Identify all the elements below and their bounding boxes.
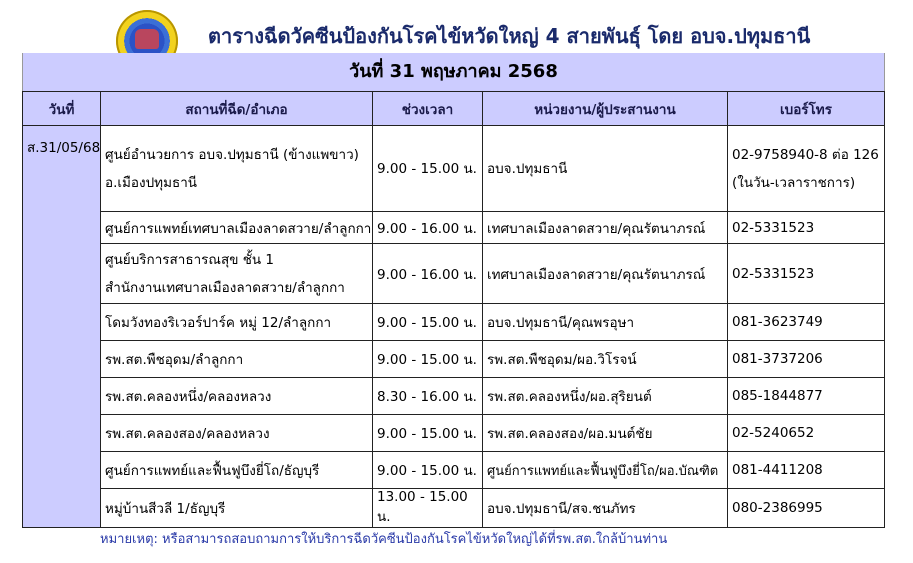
phone-cell: 081-3623749 xyxy=(728,304,885,341)
place-cell: ศูนย์การแพทย์เทศบาลเมืองลาดสวาย/ลำลูกกา xyxy=(101,212,373,244)
table-row xyxy=(23,341,885,378)
agency-cell xyxy=(483,126,728,212)
column-header-time: ช่วงเวลา xyxy=(373,92,483,126)
agency-cell: รพ.สต.คลองหนึ่ง/ผอ.สุริยนต์ xyxy=(483,378,728,415)
time-cell: 9.00 - 15.00 น. xyxy=(373,415,483,452)
phone-cell: 080-2386995 xyxy=(728,489,885,528)
agency-cell: เทศบาลเมืองลาดสวาย/คุณรัตนาภรณ์ xyxy=(483,212,728,244)
agency-cell: รพ.สต.พืชอุดม/ผอ.วิโรจน์ xyxy=(483,341,728,378)
place-cell: รพ.สต.คลองสอง/คลองหลวง xyxy=(101,415,373,452)
footnote: หมายเหตุ: หรือสามารถสอบถามการให้บริการฉีดวัคซีนป้องกันโรคไข้หวัดใหญ่ได้ที่รพ.สต.ใกล้บ้านท่าน xyxy=(100,532,668,547)
place-cell: รพ.สต.คลองหนึ่ง/คลองหลวง xyxy=(101,378,373,415)
table-header-row xyxy=(23,92,885,126)
table-row xyxy=(23,212,885,244)
time-cell: 9.00 - 15.00 น. xyxy=(373,304,483,341)
place-cell: หมู่บ้านสีวลี 1/ธัญบุรี xyxy=(101,489,373,528)
column-header-phone: เบอร์โทร xyxy=(728,92,885,126)
place-cell: โดมวังทองริเวอร์ปาร์ค หมู่ 12/ลำลูกกา xyxy=(101,304,373,341)
place-cell: รพ.สต.พืชอุดม/ลำลูกกา xyxy=(101,341,373,378)
column-header-agency: หน่วยงาน/ผู้ประสานงาน xyxy=(483,92,728,126)
place-line: ศูนย์บริการสาธารณสุข ชั้น 1 xyxy=(105,251,274,268)
time-cell: 9.00 - 15.00 น. xyxy=(373,452,483,489)
place-cell: ศูนย์การแพทย์และฟื้นฟูบึงยี่โถ/ธัญบุรี xyxy=(101,452,373,489)
page-header xyxy=(0,0,913,53)
table-row xyxy=(23,452,885,489)
phone-note: (ในวัน-เวลาราชการ) xyxy=(732,174,856,191)
place-line: สำนักงานเทศบาลเมืองลาดสวาย/ลำลูกกา xyxy=(105,279,345,296)
time-cell: 8.30 - 16.00 น. xyxy=(373,378,483,415)
date-cell: ส.31/05/68 xyxy=(23,126,101,528)
time-cell xyxy=(373,126,483,212)
schedule-table xyxy=(22,91,885,528)
agency-cell: รพ.สต.คลองสอง/ผอ.มนต์ชัย xyxy=(483,415,728,452)
phone-cell: 02-5331523 xyxy=(728,212,885,244)
table-row xyxy=(23,304,885,341)
place-line: ศูนย์อำนวยการ อบจ.ปทุมธานี (ข้างแพขาว) xyxy=(105,146,359,163)
phone-cell: 085-1844877 xyxy=(728,378,885,415)
place-cell xyxy=(101,126,373,212)
table-row xyxy=(23,415,885,452)
column-header-date: วันที่ xyxy=(23,92,101,126)
time-cell: 9.00 - 16.00 น. xyxy=(373,212,483,244)
page-title: ตารางฉีดวัคซีนป้องกันโรคไข้หวัดใหญ่ 4 สายพันธุ์ โดย อบจ.ปทุมธานี xyxy=(208,24,811,48)
date-banner: วันที่ 31 พฤษภาคม 2568 xyxy=(22,53,885,91)
table-row xyxy=(23,489,885,528)
time-cell: 9.00 - 15.00 น. xyxy=(373,341,483,378)
time-text: 9.00 - 15.00 น. xyxy=(377,160,477,177)
phone-cell xyxy=(728,126,885,212)
agency-cell: ศูนย์การแพทย์และฟื้นฟูบึงยี่โถ/ผอ.บัณฑิต xyxy=(483,452,728,489)
table-row xyxy=(23,378,885,415)
phone-text: 02-9758940-8 ต่อ 126 xyxy=(732,146,879,163)
table-row xyxy=(23,126,885,212)
agency-cell: อบจ.ปทุมธานี/คุณพรอุษา xyxy=(483,304,728,341)
column-header-place: สถานที่ฉีด/อำเภอ xyxy=(101,92,373,126)
time-cell: 9.00 - 16.00 น. xyxy=(373,244,483,304)
phone-cell: 02-5331523 xyxy=(728,244,885,304)
table-row xyxy=(23,244,885,304)
time-cell: 13.00 - 15.00 น. xyxy=(373,489,483,528)
agency-cell: เทศบาลเมืองลาดสวาย/คุณรัตนาภรณ์ xyxy=(483,244,728,304)
agency-text: อบจ.ปทุมธานี xyxy=(487,160,568,177)
phone-cell: 081-3737206 xyxy=(728,341,885,378)
phone-cell: 02-5240652 xyxy=(728,415,885,452)
phone-cell: 081-4411208 xyxy=(728,452,885,489)
agency-cell: อบจ.ปทุมธานี/สจ.ชนภัทร xyxy=(483,489,728,528)
place-line: อ.เมืองปทุมธานี xyxy=(105,174,198,191)
place-cell xyxy=(101,244,373,304)
